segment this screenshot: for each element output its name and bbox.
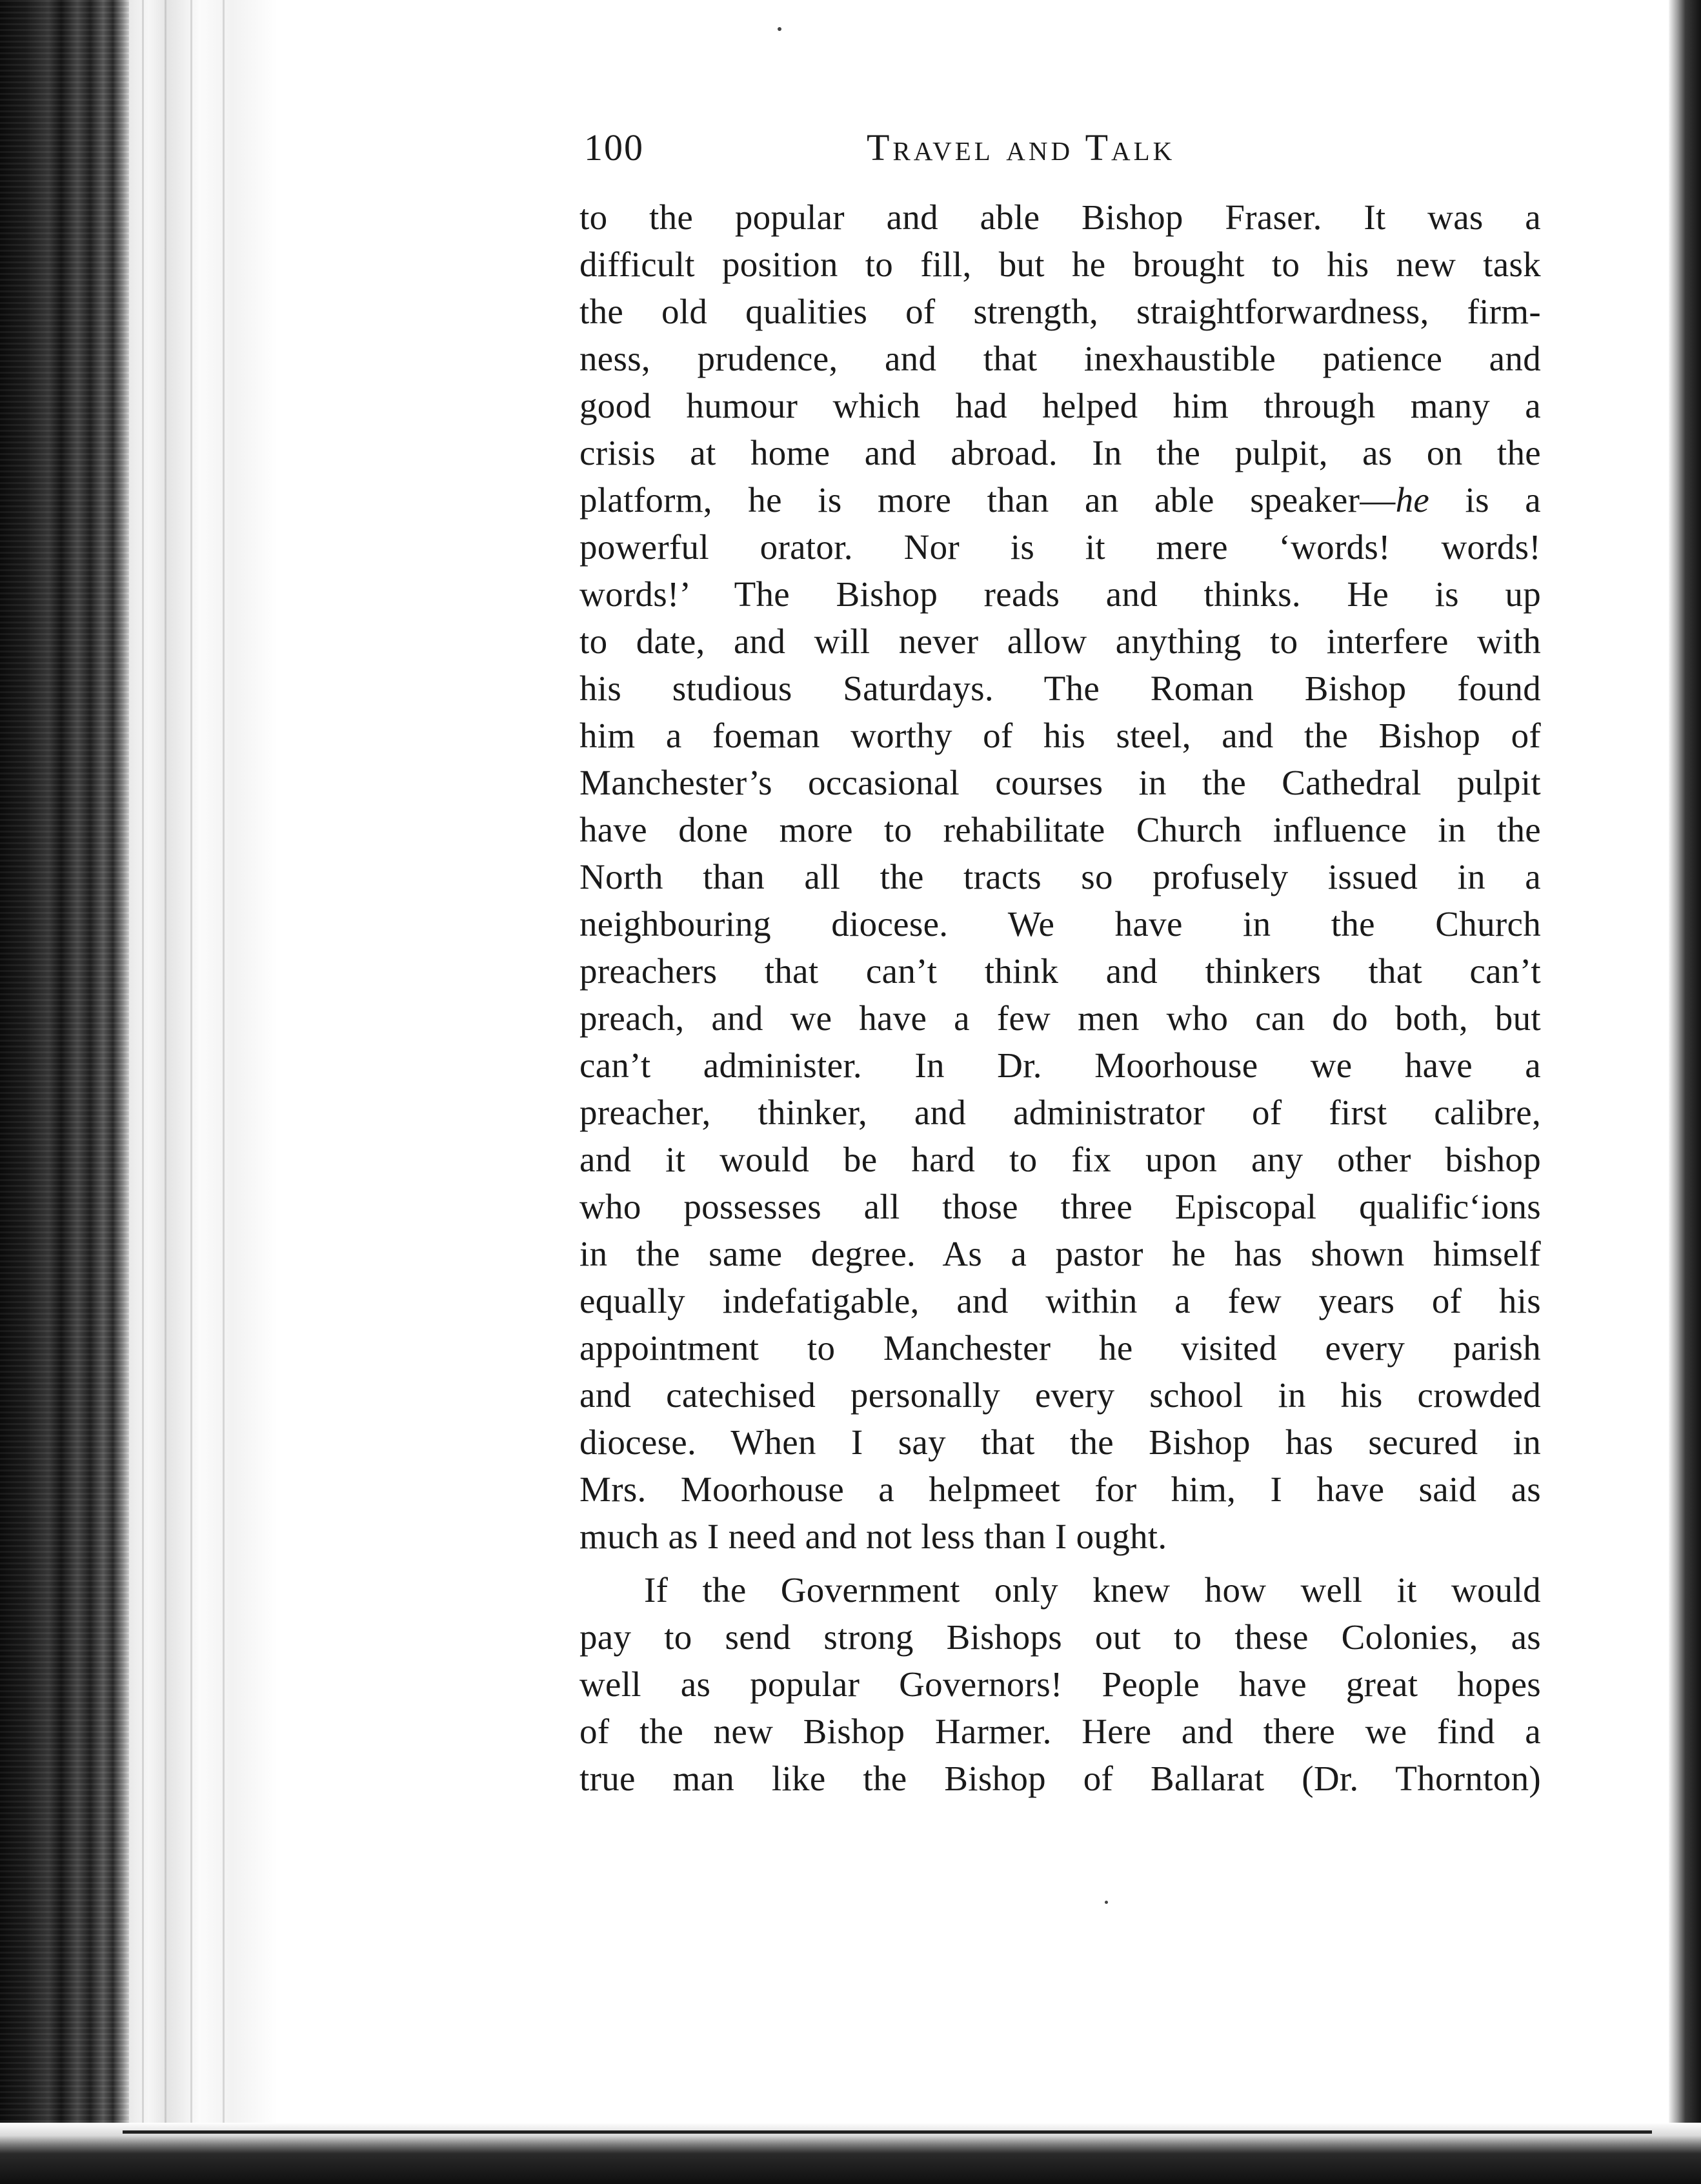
page-number: 100: [584, 126, 644, 168]
text-line: to the popular and able Bishop Fraser. It was a: [579, 197, 1541, 237]
text-line: his studious Saturdays. The Roman Bishop found: [579, 669, 1541, 708]
page-edge-line: [165, 0, 166, 2184]
page-edge-line: [190, 0, 192, 2184]
text-line: If the Government only knew how well it would: [644, 1570, 1541, 1610]
running-title: Travel and Talk: [867, 126, 1176, 168]
text-line: well as popular Governors! People have great hopes: [579, 1664, 1541, 1704]
text-line: in the same degree. As a pastor he has shown himself: [579, 1234, 1541, 1273]
text-line: have done more to rehabilitate Church influence in the: [579, 810, 1541, 849]
text-line: appointment to Manchester he visited every parish: [579, 1328, 1541, 1368]
text-line: much as I need and not less than I ought.: [579, 1517, 1167, 1556]
text-segment: ʻions: [1469, 1187, 1541, 1226]
text-line: him a foeman worthy of his steel, and the Bishop of: [579, 716, 1541, 755]
bottom-edge-line: [123, 2130, 1652, 2134]
text-line: and catechised personally every school in his crowded: [579, 1375, 1541, 1415]
print-speck: [1105, 1901, 1108, 1904]
text-line: and it would be hard to fix upon any other bishop: [579, 1140, 1541, 1179]
text-line: can’t administer. In Dr. Moorhouse we have a: [579, 1046, 1541, 1085]
running-head: [584, 116, 1542, 174]
paragraph-gap: [579, 1560, 1541, 1566]
page-edge-line: [142, 0, 144, 2184]
text-line: Manchester’s occasional courses in the Cathedral pulpit: [579, 763, 1541, 802]
text-segment: who possesses all those three Episcopal qualific: [579, 1187, 1469, 1226]
text-line: Mrs. Moorhouse a helpmeet for him, I have said as: [579, 1470, 1541, 1509]
text-line: diocese. When I say that the Bishop has secured in: [579, 1422, 1541, 1462]
right-page-edge: [1669, 0, 1701, 2184]
print-speck: [778, 27, 781, 31]
text-line: good humour which had helped him through many a: [579, 386, 1541, 425]
text-line: equally indefatigable, and within a few years of his: [579, 1281, 1541, 1320]
text-line: preach, and we have a few men who can do both, but: [579, 998, 1541, 1038]
text-line: [579, 1183, 1541, 1230]
text-line: to date, and will never allow anything to interfere with: [579, 622, 1541, 661]
binding-texture: [0, 0, 129, 2184]
text-line: true man like the Bishop of Ballarat (Dr. Thornton): [579, 1759, 1541, 1798]
italic-word: he: [1395, 480, 1430, 520]
page-edge-line: [223, 0, 225, 2184]
text-segment: is a: [1429, 480, 1541, 520]
text-line: words!’ The Bishop reads and thinks. He is up: [579, 574, 1541, 614]
text-line: pay to send strong Bishops out to these Colonies, as: [579, 1617, 1541, 1657]
text-line: powerful orator. Nor is it mere ‘words! words!: [579, 527, 1541, 567]
text-line: preachers that can’t think and thinkers that can’t: [579, 951, 1541, 991]
text-line: preacher, thinker, and administrator of first calibre,: [579, 1093, 1541, 1132]
text-line: ness, prudence, and that inexhaustible patience and: [579, 339, 1541, 378]
text-line: crisis at home and abroad. In the pulpit, as on the: [579, 433, 1541, 472]
page-stack-edges: [129, 0, 310, 2184]
text-line: of the new Bishop Harmer. Here and there we find a: [579, 1712, 1541, 1751]
text-line: [579, 476, 1541, 523]
body-text: [579, 194, 1541, 1802]
text-segment: platform, he is more than an able speaker—: [579, 480, 1396, 520]
text-line: neighbouring diocese. We have in the Church: [579, 904, 1541, 944]
text-line: difficult position to fill, but he brought to his new task: [579, 245, 1541, 284]
text-line: the old qualities of strength, straightforwardness, firm-: [579, 292, 1541, 331]
text-line: North than all the tracts so profusely issued in a: [579, 857, 1541, 896]
